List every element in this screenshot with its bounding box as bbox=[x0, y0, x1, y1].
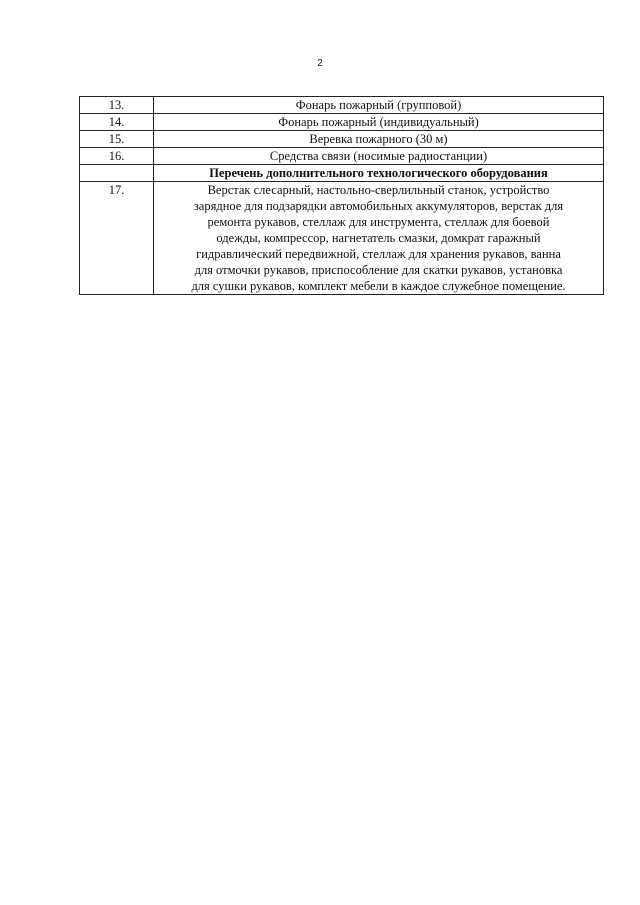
table-row bbox=[80, 97, 604, 114]
row-name: Веревка пожарного (30 м) bbox=[154, 131, 604, 148]
row-description bbox=[154, 182, 604, 295]
description-line: одежды, компрессор, нагнетатель смазки, домкрат гаражный bbox=[216, 231, 541, 245]
description-line: Верстак слесарный, настольно-сверлильный станок, устройство bbox=[207, 183, 550, 197]
description-line: зарядное для подзарядки автомобильных аккумуляторов, верстак для bbox=[193, 199, 564, 213]
row-number: 14. bbox=[80, 114, 154, 131]
row-name: Фонарь пожарный (групповой) bbox=[154, 97, 604, 114]
description-line: для сушки рукавов, комплект мебели в каждое служебное помещение. bbox=[191, 279, 566, 293]
row-number: 17. bbox=[80, 182, 154, 295]
section-heading-row bbox=[80, 165, 604, 182]
description-line: гидравлический передвижной, стеллаж для хранения рукавов, ванна bbox=[196, 247, 561, 261]
table-row bbox=[80, 148, 604, 165]
description-line: ремонта рукавов, стеллаж для инструмента, стеллаж для боевой bbox=[207, 215, 550, 229]
table-row bbox=[80, 182, 604, 295]
page-number: 2 bbox=[317, 58, 323, 69]
row-name: Средства связи (носимые радиостанции) bbox=[154, 148, 604, 165]
row-number: 15. bbox=[80, 131, 154, 148]
row-name: Фонарь пожарный (индивидуальный) bbox=[154, 114, 604, 131]
table-row bbox=[80, 131, 604, 148]
section-heading: Перечень дополнительного технологического оборудования bbox=[154, 165, 604, 182]
equipment-table bbox=[79, 96, 604, 295]
row-number: 16. bbox=[80, 148, 154, 165]
table-row bbox=[80, 114, 604, 131]
row-number: 13. bbox=[80, 97, 154, 114]
description-line: для отмочки рукавов, приспособление для скатки рукавов, установка bbox=[194, 263, 563, 277]
empty-number-cell bbox=[80, 165, 154, 182]
